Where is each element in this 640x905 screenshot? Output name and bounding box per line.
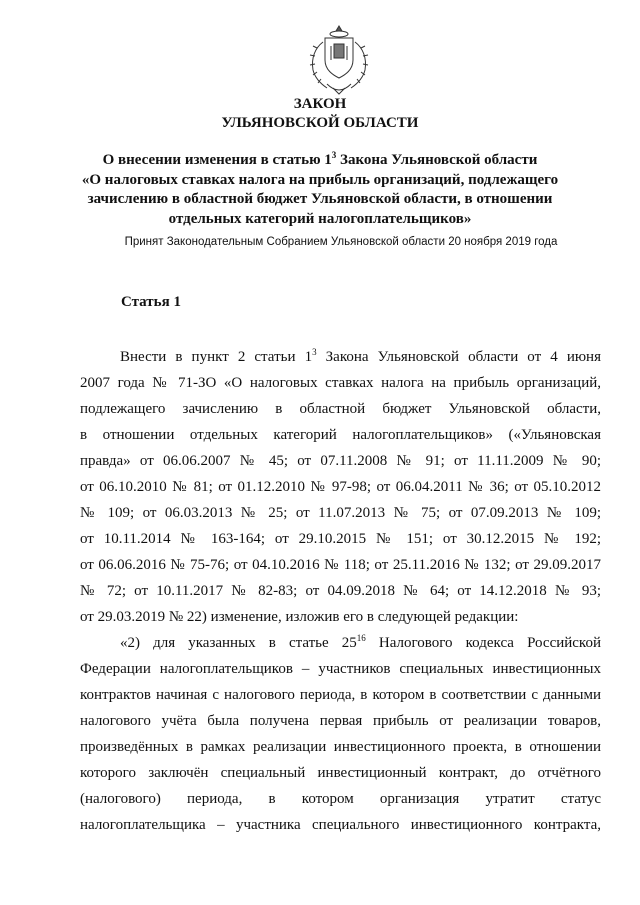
body-line: № 72; от 10.11.2017 № 82-83; от 04.09.2018 № 64; от 14.12.2018 № 93;	[80, 583, 601, 599]
body-line: (налогового) периода, в котором организация утратит статус	[80, 791, 601, 807]
body-line: Федерации налогоплательщиков – участников специальных инвестиционных	[80, 661, 601, 677]
body-line: 2007 года № 71-ЗО «О налоговых ставках налога на прибыль организаций,	[80, 375, 601, 391]
subject-line-1: О внесении изменения в статью $1^3$ Закона Ульяновской области	[102, 150, 538, 168]
law-title-line2: УЛЬЯНОВСКОЙ ОБЛАСТИ	[221, 115, 419, 131]
coat-of-arms-icon	[303, 22, 375, 96]
body-line: налогоплательщика – участника специального инвестиционного контракта,	[80, 817, 601, 833]
body-line: которого заключён специальный инвестиционный контракт, до отчётного	[80, 765, 601, 781]
body-line: № 109; от 06.03.2013 № 25; от 11.07.2013 № 75; от 07.09.2013 № 109;	[80, 505, 601, 521]
subject-line-3: зачислению в областной бюджет Ульяновской области, в отношении	[87, 191, 553, 207]
law-title-line1: ЗАКОН	[293, 96, 347, 112]
body-line: правда» от 06.06.2007 № 45; от 07.11.2008 № 91; от 11.11.2009 № 90;	[80, 453, 601, 469]
article-body	[80, 344, 601, 838]
subject-line-4: отдельных категорий налогоплательщиков»	[168, 210, 472, 227]
body-line: «2) для указанных в статье $25^{16}$ Налогового кодекса Российской	[120, 633, 601, 651]
body-line: налогового учёта была получена первая прибыль от реализации товаров,	[80, 713, 601, 729]
body-line: Внести в пункт 2 статьи $1^3$ Закона Ульяновской области от 4 июня	[120, 347, 601, 365]
adoption-note: Принят Законодательным Собранием Ульяновской области 20 ноября 2019 года	[124, 236, 558, 248]
body-line: произведённых в рамках реализации инвестиционного проекта, в отношении	[80, 739, 601, 755]
body-line: от 06.10.2010 № 81; от 01.12.2010 № 97-98; от 06.04.2011 № 36; от 05.10.2012	[80, 479, 601, 495]
body-line: подлежащего зачислению в областной бюджет Ульяновской области,	[80, 401, 601, 417]
body-line: контрактов начиная с налогового периода, в котором в соответствии с данными	[80, 687, 601, 703]
law-subject	[0, 151, 640, 229]
body-line: от 10.11.2014 № 163-164; от 29.10.2015 № 151; от 30.12.2015 № 192;	[80, 531, 601, 547]
body-line: от 06.06.2016 № 75-76; от 04.10.2016 № 118; от 25.11.2016 № 132; от 29.09.2017	[80, 557, 601, 573]
body-line: от 29.03.2019 № 22) изменение, изложив его в следующей редакции:	[80, 609, 519, 625]
body-line: в отношении отдельных категорий налогоплательщиков» («Ульяновская	[80, 427, 601, 443]
subject-line-2: «О налоговых ставках налога на прибыль организаций, подлежащего	[81, 171, 559, 188]
article-heading: Статья 1	[121, 294, 181, 310]
